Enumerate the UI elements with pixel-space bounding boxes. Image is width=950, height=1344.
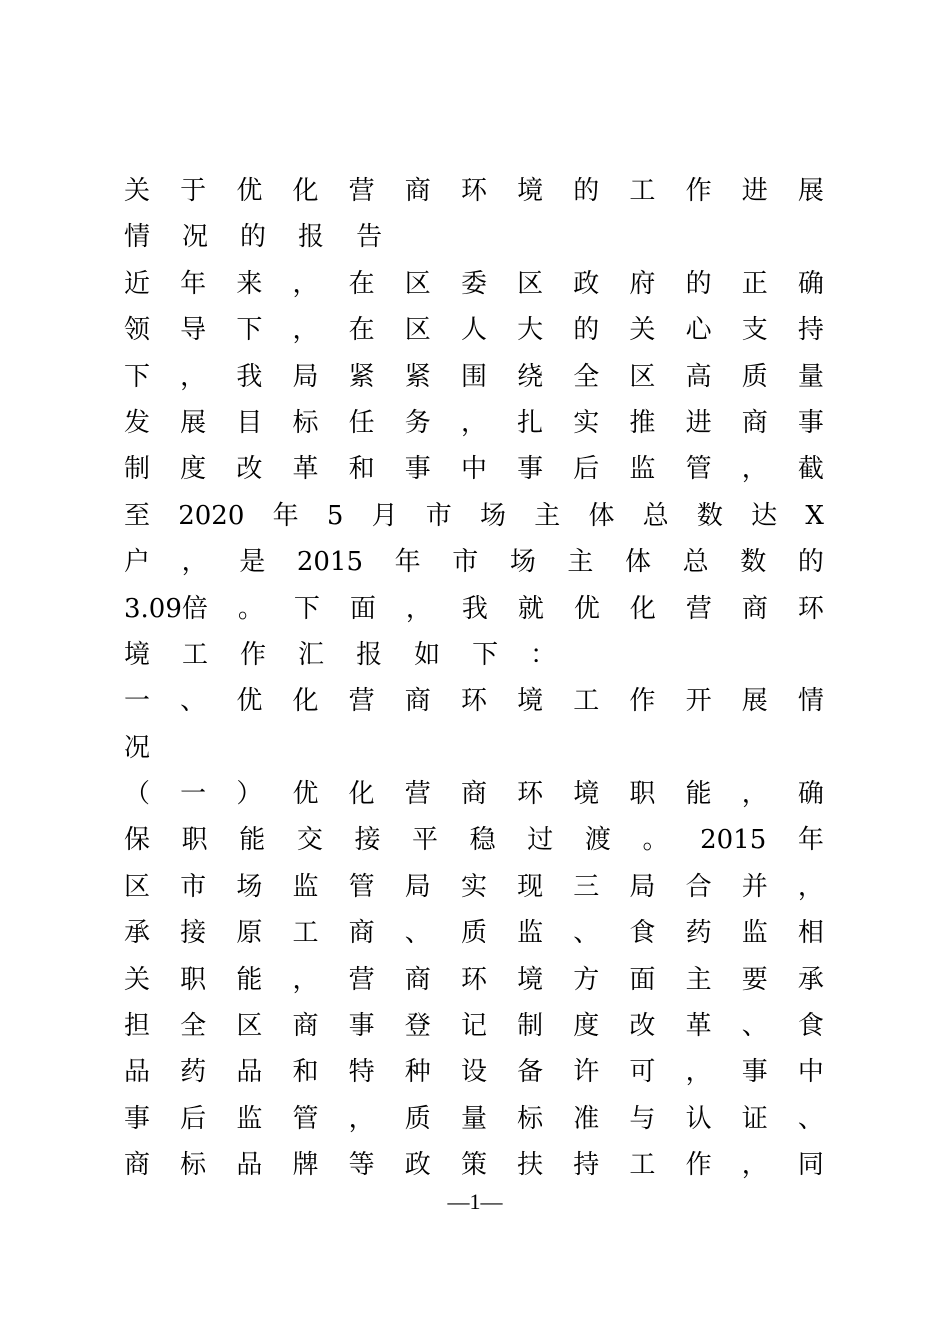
text-token: 药 [685, 918, 712, 949]
text-token: 户 [124, 547, 151, 578]
text-token: 目 [236, 407, 263, 438]
text-token: 作 [685, 1150, 712, 1181]
text-line [124, 1049, 824, 1095]
text-token: 年 [180, 268, 207, 299]
text-token: 区 [124, 871, 151, 902]
text-token: 来 [236, 268, 263, 299]
text-token: 一 [180, 779, 207, 810]
text-line [124, 910, 824, 956]
text-token: 推 [629, 407, 656, 438]
text-token: 能 [239, 825, 266, 856]
text-line [124, 354, 824, 400]
text-token: 进 [685, 407, 712, 438]
text-line [124, 214, 824, 260]
text-token: 于 [180, 176, 207, 206]
text-token: 交 [296, 825, 323, 856]
text-token: 开 [685, 686, 712, 717]
text-token: 下 [124, 361, 151, 392]
text-token: 区 [404, 315, 431, 346]
text-token: 务 [404, 407, 431, 438]
text-token: 能 [685, 779, 712, 810]
text-token: 担 [124, 1011, 151, 1042]
text-token: 商 [404, 176, 431, 206]
text-token: 总 [642, 500, 669, 531]
text-token: 关 [124, 176, 151, 206]
text-token: 商 [741, 407, 768, 438]
text-token: 关 [124, 964, 151, 995]
text-token: 特 [348, 1057, 375, 1088]
text-token: 与 [629, 1103, 656, 1134]
text-token: 管 [685, 454, 712, 485]
page-number: —1— [447, 1189, 503, 1214]
text-token: 商 [404, 686, 431, 717]
text-token: 正 [741, 268, 768, 299]
text-token: 至 [124, 500, 151, 531]
text-token: 三 [573, 871, 600, 902]
text-token: 的 [797, 547, 824, 578]
text-token: 政 [404, 1150, 431, 1181]
text-token: 职 [629, 779, 656, 810]
text-token: 确 [797, 268, 824, 299]
text-token: 监 [517, 918, 544, 949]
text-token: 面 [349, 593, 376, 624]
text-token: 实 [460, 871, 487, 902]
text-token: 一 [124, 686, 151, 717]
text-token: 改 [629, 1011, 656, 1042]
text-token: 制 [517, 1011, 544, 1042]
text-token: 方 [573, 964, 600, 995]
text-token: 展 [797, 176, 824, 206]
text-token: 量 [797, 361, 824, 392]
text-token: 化 [629, 593, 656, 624]
text-token: 商 [348, 918, 375, 949]
text-token: 绕 [517, 361, 544, 392]
text-token: 、 [180, 686, 207, 717]
text-token: 境 [124, 639, 151, 670]
text-token: 月 [371, 500, 398, 531]
text-token: 商 [124, 1150, 151, 1181]
text-token: 3.09倍 [124, 593, 208, 624]
text-token: 持 [573, 1150, 600, 1181]
text-token: 化 [348, 779, 375, 810]
text-token: 平 [412, 825, 439, 856]
text-token: 汇 [298, 639, 325, 670]
text-token: 达 [751, 500, 778, 531]
text-token: 全 [573, 361, 600, 392]
text-token: 。 [237, 593, 264, 624]
text-token: 策 [460, 1150, 487, 1181]
text-token: 牌 [292, 1150, 319, 1181]
text-line [124, 586, 824, 632]
text-line [124, 632, 824, 678]
text-token: 5 [326, 500, 344, 531]
text-token: 承 [797, 964, 824, 995]
text-token: 登 [404, 1011, 431, 1042]
text-token: 品 [236, 1150, 263, 1181]
text-token: 区 [629, 361, 656, 392]
text-token: 的 [240, 222, 267, 253]
text-token: 市 [425, 500, 452, 531]
text-token: 质 [460, 918, 487, 949]
text-token: 截 [797, 454, 824, 485]
text-token: 委 [460, 268, 487, 299]
text-token: 区 [517, 268, 544, 299]
text-token: 可 [629, 1057, 656, 1088]
text-line [124, 725, 824, 771]
text-token: 2020 [178, 500, 245, 531]
text-token: 管 [292, 1103, 319, 1134]
text-token: 场 [236, 871, 263, 902]
text-line [124, 957, 824, 1003]
text-token: 年 [797, 825, 824, 856]
text-token: 量 [460, 1103, 487, 1134]
text-token: 扎 [517, 407, 544, 438]
text-token: 实 [573, 407, 600, 438]
text-token: 近 [124, 268, 151, 299]
text-token: ， [741, 779, 768, 810]
text-token: 监 [292, 871, 319, 902]
text-line [124, 261, 824, 307]
text-token: 总 [682, 547, 709, 578]
text-token: 能 [236, 964, 263, 995]
text-line [124, 1003, 824, 1049]
text-token: 体 [625, 547, 652, 578]
text-token: 药 [180, 1057, 207, 1088]
text-line [124, 539, 824, 585]
text-token: 监 [629, 454, 656, 485]
text-token: ， [741, 1150, 768, 1181]
text-token: 就 [517, 593, 544, 624]
text-token: 展 [180, 407, 207, 438]
text-token: 扶 [517, 1150, 544, 1181]
text-token: 革 [685, 1011, 712, 1042]
text-token: 和 [348, 454, 375, 485]
text-token: 食 [629, 918, 656, 949]
text-token: 环 [460, 964, 487, 995]
text-token: 优 [292, 779, 319, 810]
text-line [124, 864, 824, 910]
text-token: 稳 [469, 825, 496, 856]
text-token: 作 [629, 686, 656, 717]
text-token: 作 [240, 639, 267, 670]
text-token: 事 [348, 1011, 375, 1042]
text-token: 许 [573, 1057, 600, 1088]
text-token: 商 [404, 964, 431, 995]
text-line [124, 1096, 824, 1142]
text-token: 革 [292, 454, 319, 485]
text-token: 数 [740, 547, 767, 578]
text-token: 作 [685, 176, 712, 206]
text-token: 原 [236, 918, 263, 949]
text-token: 区 [404, 268, 431, 299]
text-token: 记 [460, 1011, 487, 1042]
text-token: 我 [236, 361, 263, 392]
text-token: 证 [741, 1103, 768, 1134]
text-token: ， [741, 454, 768, 485]
text-token: 下 [293, 593, 320, 624]
text-token: 设 [460, 1057, 487, 1088]
text-token: 全 [180, 1011, 207, 1042]
text-token: 场 [509, 547, 536, 578]
text-token: 领 [124, 315, 151, 346]
text-token: ， [292, 315, 319, 346]
text-token: 主 [534, 500, 561, 531]
text-token: 渡 [584, 825, 611, 856]
text-token: 工 [292, 918, 319, 949]
text-token: ： [530, 639, 557, 670]
text-token: 体 [588, 500, 615, 531]
text-token: 的 [685, 268, 712, 299]
text-token: 度 [180, 454, 207, 485]
text-token: 数 [696, 500, 723, 531]
text-token: 我 [461, 593, 488, 624]
text-token: 和 [292, 1057, 319, 1088]
text-token: 支 [741, 315, 768, 346]
text-token: 后 [180, 1103, 207, 1134]
text-token: 合 [685, 871, 712, 902]
text-token: 围 [460, 361, 487, 392]
text-token: 面 [629, 964, 656, 995]
text-line [124, 446, 824, 492]
text-token: 食 [797, 1011, 824, 1042]
text-token: 优 [236, 176, 263, 206]
text-token: 后 [573, 454, 600, 485]
text-token: 监 [741, 918, 768, 949]
text-token: ， [348, 1103, 375, 1134]
text-token: 营 [348, 686, 375, 717]
text-token: 、 [404, 918, 431, 949]
report-body [124, 168, 824, 1189]
text-token: 监 [236, 1103, 263, 1134]
text-token: 导 [180, 315, 207, 346]
text-line [124, 771, 824, 817]
text-token: 接 [180, 918, 207, 949]
text-token: 局 [292, 361, 319, 392]
text-token: 市 [452, 547, 479, 578]
text-token: ， [181, 547, 208, 578]
text-token: 准 [573, 1103, 600, 1134]
text-token: 府 [629, 268, 656, 299]
text-token: 在 [348, 268, 375, 299]
text-token: 进 [741, 176, 768, 206]
text-token: 事 [741, 1057, 768, 1088]
text-token: 局 [629, 871, 656, 902]
text-token: 事 [404, 454, 431, 485]
text-token: 品 [236, 1057, 263, 1088]
text-token: ， [685, 1057, 712, 1088]
text-token: 、 [797, 1103, 824, 1134]
text-token: 环 [517, 779, 544, 810]
text-token: ， [797, 871, 824, 902]
text-token: 主 [685, 964, 712, 995]
text-token: 优 [236, 686, 263, 717]
text-token: 报 [356, 639, 383, 670]
text-token: 如 [414, 639, 441, 670]
text-token: 认 [685, 1103, 712, 1134]
text-token: 接 [354, 825, 381, 856]
text-token: 境 [517, 686, 544, 717]
text-token: 。 [642, 825, 669, 856]
text-line [124, 1142, 824, 1188]
text-token: 商 [292, 1011, 319, 1042]
text-token: 承 [124, 918, 151, 949]
text-token: 相 [797, 918, 824, 949]
text-token: 2015 [700, 825, 767, 856]
text-token: 管 [348, 871, 375, 902]
text-token: 关 [629, 315, 656, 346]
text-token: 发 [124, 407, 151, 438]
text-line [124, 678, 824, 724]
text-token: 确 [797, 779, 824, 810]
text-token: 年 [272, 500, 299, 531]
text-token: 在 [348, 315, 375, 346]
text-token: 职 [180, 964, 207, 995]
text-token: 事 [517, 454, 544, 485]
text-token: 事 [797, 407, 824, 438]
text-token: 化 [292, 686, 319, 717]
text-token: 工 [182, 639, 209, 670]
text-token: ， [460, 407, 487, 438]
text-token: 高 [685, 361, 712, 392]
text-token: 任 [348, 407, 375, 438]
text-token: 政 [573, 268, 600, 299]
text-token: 主 [567, 547, 594, 578]
text-token: 标 [180, 1150, 207, 1181]
text-token: 环 [460, 176, 487, 206]
text-token: 境 [517, 964, 544, 995]
text-token: 的 [573, 315, 600, 346]
text-token: 况 [124, 732, 151, 763]
text-token: 局 [404, 871, 431, 902]
text-token: 紧 [404, 361, 431, 392]
text-token: 品 [124, 1057, 151, 1088]
text-token: 同 [797, 1150, 824, 1181]
text-token: 境 [517, 176, 544, 206]
text-token: 营 [348, 964, 375, 995]
text-token: 中 [460, 454, 487, 485]
text-token: 并 [741, 871, 768, 902]
text-token: 商 [741, 593, 768, 624]
text-token: 2015 [296, 547, 363, 578]
text-token: 心 [685, 315, 712, 346]
text-token: 要 [741, 964, 768, 995]
text-token: 、 [573, 918, 600, 949]
text-token: 工 [629, 1150, 656, 1181]
text-token: 的 [573, 176, 600, 206]
text-token: 等 [348, 1150, 375, 1181]
text-token: 种 [404, 1057, 431, 1088]
text-token: ， [292, 268, 319, 299]
text-token: 优 [573, 593, 600, 624]
text-token: 事 [124, 1103, 151, 1134]
text-line [124, 817, 824, 863]
text-token: 年 [394, 547, 421, 578]
text-token: X [805, 500, 824, 531]
text-token: 过 [527, 825, 554, 856]
text-token: 况 [182, 222, 209, 253]
text-token: 环 [797, 593, 824, 624]
text-token: ） [236, 779, 263, 810]
text-token: 持 [797, 315, 824, 346]
text-token: 、 [741, 1011, 768, 1042]
text-line [124, 307, 824, 353]
text-line [124, 400, 824, 446]
text-token: 告 [356, 222, 383, 253]
text-token: 工 [629, 176, 656, 206]
text-token: 保 [124, 825, 151, 856]
text-token: 化 [292, 176, 319, 206]
text-token: 展 [741, 686, 768, 717]
text-token: 现 [517, 871, 544, 902]
text-token: 情 [124, 222, 151, 253]
text-token: ， [405, 593, 432, 624]
text-token: 境 [573, 779, 600, 810]
text-token: （ [124, 779, 151, 810]
text-token: 备 [517, 1057, 544, 1088]
text-token: 标 [292, 407, 319, 438]
text-token: 营 [685, 593, 712, 624]
text-token: 市 [180, 871, 207, 902]
text-token: 人 [460, 315, 487, 346]
text-token: 职 [181, 825, 208, 856]
text-token: 营 [348, 176, 375, 206]
text-token: 质 [404, 1103, 431, 1134]
text-token: 紧 [348, 361, 375, 392]
text-token: 度 [573, 1011, 600, 1042]
text-token: 改 [236, 454, 263, 485]
text-token: 营 [404, 779, 431, 810]
text-token: 下 [236, 315, 263, 346]
text-token: 场 [480, 500, 507, 531]
text-token: ， [292, 964, 319, 995]
text-token: 工 [573, 686, 600, 717]
text-token: 下 [472, 639, 499, 670]
text-token: 大 [517, 315, 544, 346]
text-token: 报 [298, 222, 325, 253]
text-line [124, 493, 824, 539]
text-token: 中 [797, 1057, 824, 1088]
text-token: ， [180, 361, 207, 392]
text-token: 环 [460, 686, 487, 717]
text-line [124, 168, 824, 214]
text-token: 标 [517, 1103, 544, 1134]
text-token: 商 [460, 779, 487, 810]
text-token: 区 [236, 1011, 263, 1042]
text-token: 是 [239, 547, 266, 578]
text-token: 情 [797, 686, 824, 717]
text-token: 质 [741, 361, 768, 392]
text-token: 制 [124, 454, 151, 485]
